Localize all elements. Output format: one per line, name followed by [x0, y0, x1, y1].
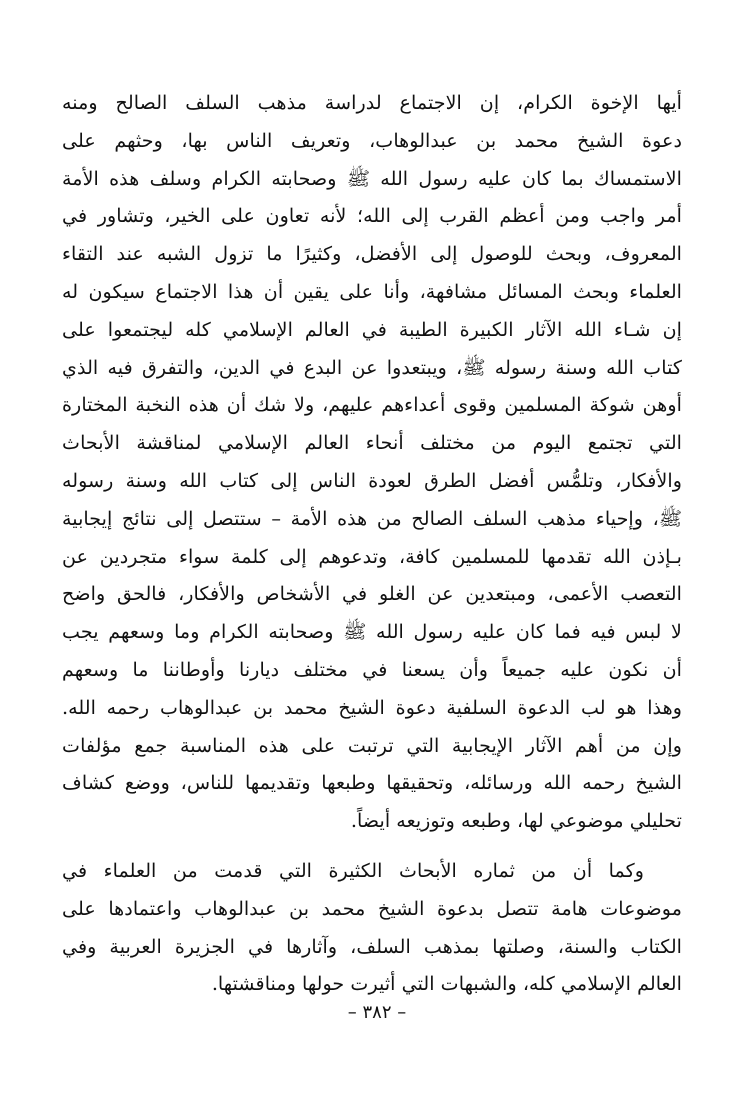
- text-line: الكتاب والسنة، وصلتها بمذهب السلف، وآثارها في الجزيرة العربية وفي: [62, 934, 682, 958]
- text-line: أمر واجب ومن أعظم القرب إلى الله؛ لأنه تعاون على الخير، وتشاور في: [62, 204, 682, 228]
- text-line: أيها الإخوة الكرام، إن الاجتماع لدراسة مذهب السلف الصالح ومنه: [62, 91, 682, 114]
- text-line: أن نكون عليه جميعاً وأن يسعنا في مختلف ديارنا وأوطاننا ما وسعهم: [62, 657, 682, 681]
- text-line: التي تجتمع اليوم من مختلف أنحاء العالم الإسلامي لمناقشة الأبحاث: [62, 431, 682, 455]
- text-line: موضوعات هامة تتصل بدعوة الشيخ محمد بن عبدالوهاب واعتمادها على: [62, 896, 682, 920]
- paragraph-1: [62, 84, 682, 840]
- text-line: أوهن شوكة المسلمين وقوى أعداءهم عليهم، ولا شك أن هذه النخبة المختارة: [62, 393, 682, 417]
- text-line: بـإذن الله تقدمها للمسلمين كافة، وتدعوهم إلى كلمة سواء متجردين عن: [62, 544, 682, 568]
- text-line: التعصب الأعمى، ومبتعدين عن الغلو في الأشخاص والأفكار، فالحق واضح: [62, 582, 682, 606]
- text-line: لا لبس فيه فما كان عليه رسول الله ﷺ وصحابته الكرام وما وسعهم يجب: [62, 620, 682, 644]
- text-line: الشيخ رحمه الله ورسائله، وتحقيقها وطبعها وتقديمها للناس، ووضع كشاف: [62, 771, 682, 795]
- text-line: وكما أن من ثماره الأبحاث الكثيرة التي قدمت من العلماء في: [62, 858, 644, 882]
- text-line: المعروف، وبحث للوصول إلى الأفضل، وكثيرًا ما تزول الشبه عند التقاء: [62, 242, 682, 266]
- text-line: العلماء وبحث المسائل مشافهة، وأنا على يقين أن هذا الاجتماع سيكون له: [62, 279, 682, 303]
- text-line: الاستمساك بما كان عليه رسول الله ﷺ وصحابته الكرام وسلف هذه الأمة: [62, 166, 682, 190]
- text-line: وهذا هو لب الدعوة السلفية دعوة الشيخ محمد بن عبدالوهاب رحمه الله.: [62, 695, 682, 719]
- paragraph-2: [62, 852, 682, 1003]
- page-body: [62, 84, 682, 1046]
- text-line: تحليلي موضوعي لها، وطبعه وتوزيعه أيضاً.: [350, 809, 682, 833]
- text-line: إن شـاء الله الآثار الكبيرة الطيبة في العالم الإسلامي كله ليجتمعوا على: [62, 317, 682, 341]
- text-line: وإن من أهم الآثار الإيجابية التي ترتبت على هذه المناسبة جمع مؤلفات: [62, 733, 682, 757]
- text-line: والأفكار، وتلمُّس أفضل الطرق لعودة الناس إلى كتاب الله وسنة رسوله: [62, 468, 682, 492]
- text-line: العالم الإسلامي كله، والشبهات التي أثيرت حولها ومناقشتها.: [211, 972, 682, 996]
- text-line: كتاب الله وسنة رسوله ﷺ، ويبتعدوا عن البدع في الدين، والتفرق فيه الذي: [62, 355, 682, 379]
- text-line: ﷺ، وإحياء مذهب السلف الصالح من هذه الأمة – ستتصل إلى نتائج إيجابية: [62, 506, 682, 530]
- page-number: – ٣٨٢ –: [347, 1002, 407, 1023]
- text-line: دعوة الشيخ محمد بن عبدالوهاب، وتعريف الناس بها، وحثهم على: [62, 128, 682, 152]
